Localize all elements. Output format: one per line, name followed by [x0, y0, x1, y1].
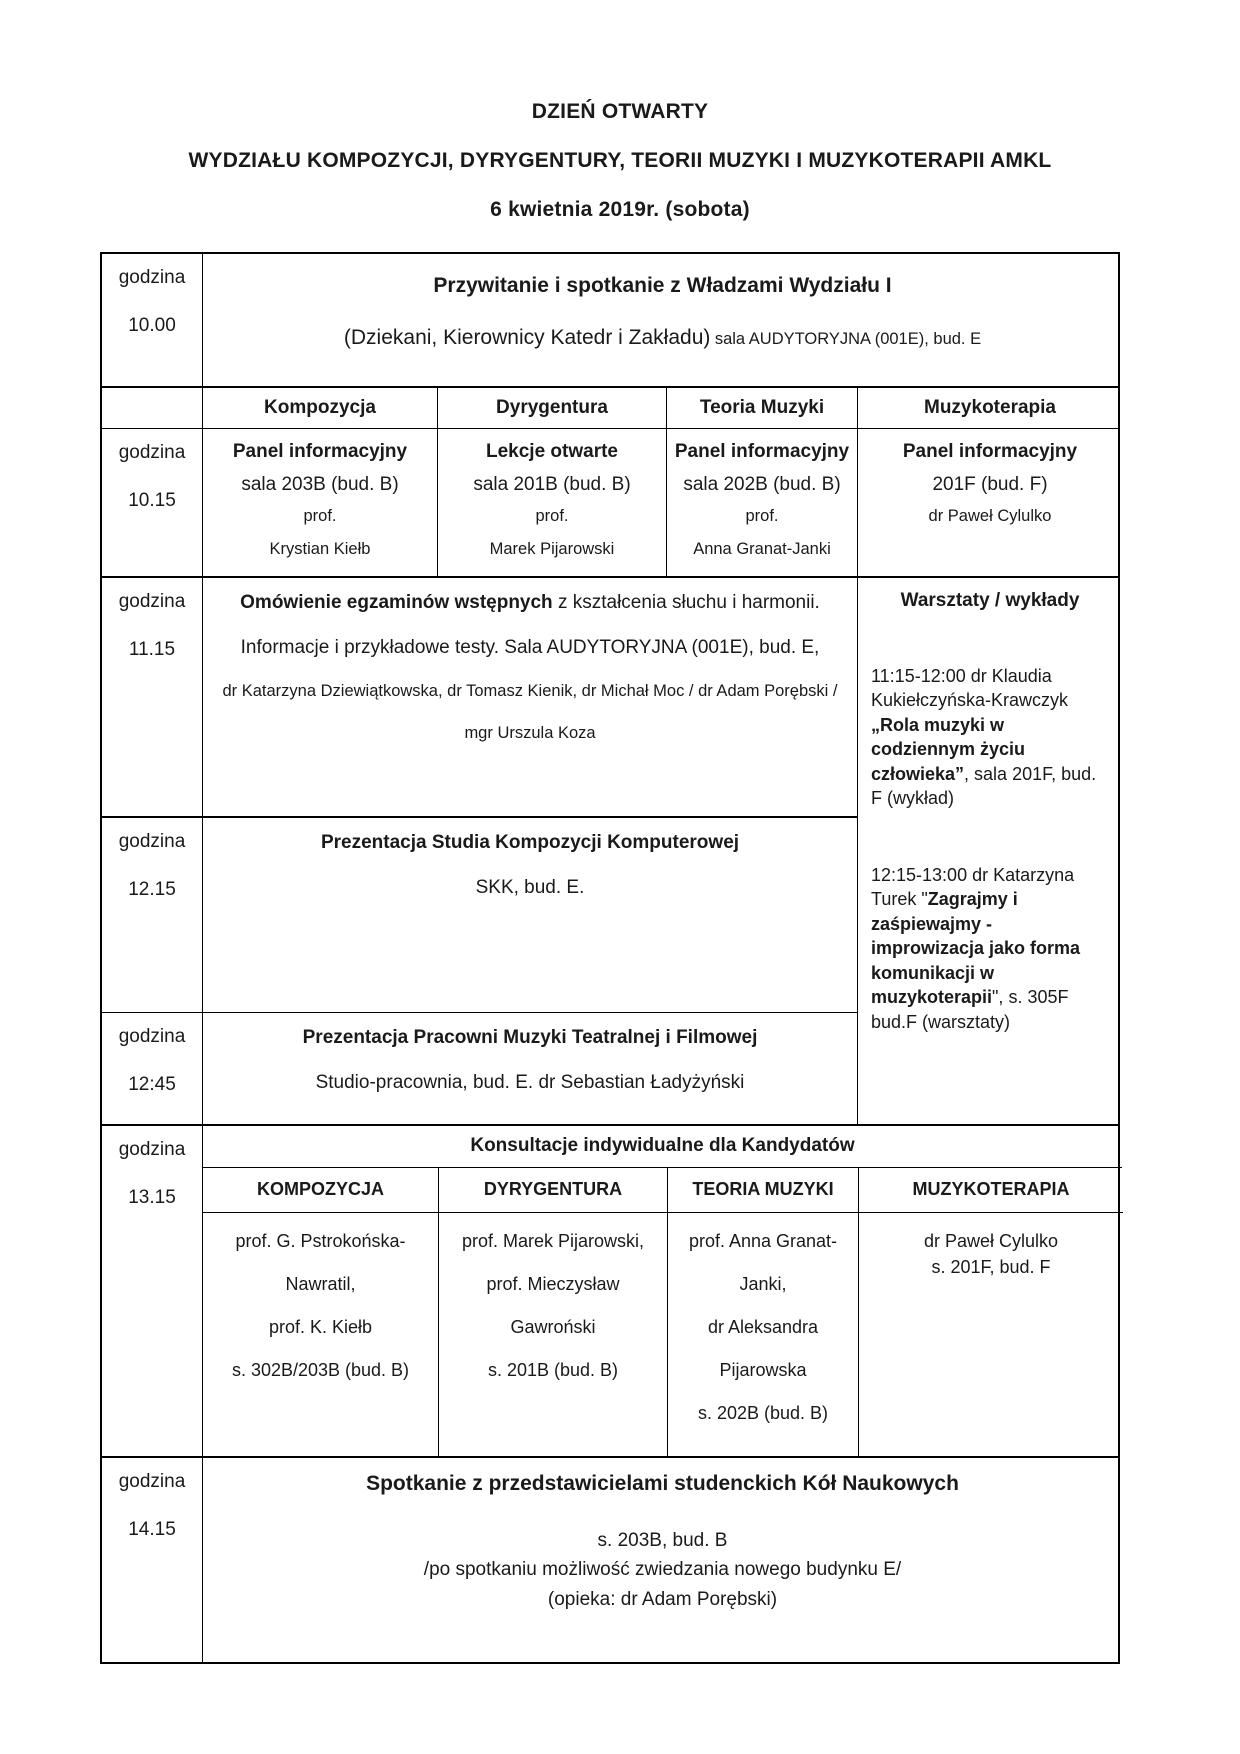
consult-line: prof. K. Kiełb	[268, 1317, 373, 1337]
consult-room: s. 202B (bud. B)	[697, 1403, 829, 1423]
time-label: godzina	[118, 267, 186, 288]
time-value: 12.15	[128, 879, 176, 900]
consult-room: s. 302B/203B (bud. B)	[231, 1360, 410, 1380]
event-skk	[202, 818, 857, 1012]
event-title-bold: Omówienie egzaminów wstępnych	[240, 592, 553, 613]
time-label: godzina	[118, 1026, 186, 1047]
consult-line: dr Aleksandra	[707, 1317, 819, 1337]
doc-date: 6 kwietnia 2019r. (sobota)	[490, 198, 750, 221]
consultations-title: Konsultacje indywidualne dla Kandydatów	[470, 1135, 855, 1156]
consult-line: prof. G. Pstrokońska-	[235, 1231, 406, 1251]
time-cell-10-00	[102, 254, 202, 386]
workshop-2-room: ", s. 305F bud.F (warsztaty)	[871, 987, 1069, 1032]
consult-header-teoria: TEORIA MUZYKI	[668, 1168, 858, 1213]
row-10-00	[102, 254, 1118, 386]
header-empty	[102, 388, 202, 428]
time-value: 12:45	[128, 1074, 176, 1095]
event-muzykoterapia-panel	[857, 429, 1122, 576]
consult-line: Gawroński	[510, 1317, 596, 1337]
time-label: godzina	[118, 1471, 186, 1492]
event-note: /po spotkaniu możliwość zwiedzania nowego budynku E/	[423, 1559, 902, 1581]
workshop-item-1	[871, 664, 1109, 811]
event-dyrygentura-lekcje	[437, 429, 666, 576]
event-title: Spotkanie z przedstawicielami studenckich Kół Naukowych	[366, 1472, 959, 1495]
event-room: SKK, bud. E.	[475, 877, 585, 898]
row-12-45	[102, 1012, 857, 1124]
event-title: Prezentacja Pracowni Muzyki Teatralnej i Filmowej	[302, 1027, 758, 1048]
event-title: Panel informacyjny	[232, 441, 408, 462]
consult-kompozycja	[203, 1168, 438, 1456]
consult-line: prof. Anna Granat-	[688, 1231, 838, 1251]
doc-title: DZIEŃ OTWARTY	[531, 100, 709, 123]
consult-header-muzykoterapia: MUZYKOTERAPIA	[859, 1168, 1123, 1213]
consult-line: Pijarowska	[719, 1360, 807, 1380]
event-title: Panel informacyjny	[902, 441, 1078, 462]
event-pracownia	[202, 1013, 857, 1124]
event-host-name: Marek Pijarowski	[489, 540, 615, 558]
workshop-2-topic: Zagrajmy i zaśpiewajmy - improwizacja jako forma komunikacji w muzykoterapii	[871, 889, 1081, 1008]
workshop-1-topic: „Rola muzyki w codziennym życiu człowieka”	[871, 714, 1026, 784]
time-label: godzina	[118, 1139, 186, 1160]
time-cell-10-15	[102, 429, 202, 576]
event-title-rest: z kształcenia słuchu i harmonii.	[552, 592, 820, 613]
workshop-1-time-host: 11:15-12:00 dr Klaudia Kukiełczyńska-Krawczyk	[871, 666, 1069, 711]
time-cell-11-15	[102, 578, 202, 816]
event-host-title: prof.	[745, 507, 779, 525]
event-room: sala 201B (bud. B)	[473, 474, 631, 495]
event-title: Panel informacyjny	[674, 441, 850, 462]
header-teoria-muzyki: Teoria Muzyki	[666, 388, 857, 428]
consult-line: prof. Mieczysław	[486, 1274, 620, 1294]
consult-dyrygentura	[438, 1168, 667, 1456]
consult-muzykoterapia	[858, 1168, 1123, 1456]
event-egzaminy	[202, 578, 857, 816]
consult-room: s. 201B (bud. B)	[487, 1360, 619, 1380]
header-kompozycja: Kompozycja	[202, 388, 437, 428]
event-kola-naukowe	[202, 1458, 1122, 1662]
event-room: Studio-pracownia, bud. E. dr Sebastian Ładyżyński	[315, 1072, 745, 1093]
time-cell-13-15	[102, 1126, 202, 1456]
event-title: Prezentacja Studia Kompozycji Komputerowej	[320, 832, 740, 853]
consult-line: dr Paweł Cylulko	[923, 1231, 1059, 1251]
event-hosts-line: dr Katarzyna Dziewiątkowska, dr Tomasz Kienik, dr Michał Moc / dr Adam Porębski /	[222, 682, 838, 700]
event-host-name: Krystian Kiełb	[269, 540, 371, 558]
event-host-title: prof.	[535, 507, 569, 525]
document-header	[0, 0, 1240, 222]
time-cell-14-15	[102, 1458, 202, 1662]
consult-body	[439, 1213, 667, 1413]
header-muzykoterapia: Muzykoterapia	[857, 388, 1122, 428]
event-info-line: Informacje i przykładowe testy. Sala AUDYTORYJNA (001E), bud. E,	[240, 637, 820, 658]
time-value: 10.00	[128, 315, 176, 336]
event-caretaker: (opieka: dr Adam Porębski)	[547, 1588, 778, 1610]
event-room: sala 202B (bud. B)	[683, 474, 841, 495]
time-value: 14.15	[128, 1519, 176, 1540]
row-10-15	[102, 428, 1118, 576]
column-header-row	[102, 386, 1118, 428]
workshops-title: Warsztaty / wykłady	[900, 590, 1080, 611]
row-13-15	[102, 1124, 1118, 1456]
event-title: Przywitanie i spotkanie z Władzami Wydziału I	[433, 274, 892, 297]
consult-line: Janki,	[739, 1274, 787, 1294]
event-room: 201F (bud. F)	[932, 474, 1048, 495]
consult-body	[859, 1213, 1123, 1293]
consult-line: prof. Marek Pijarowski,	[461, 1231, 645, 1251]
event-host-title: prof.	[303, 507, 337, 525]
workshop-item-2	[871, 863, 1109, 1034]
time-cell-12-15	[102, 818, 202, 1012]
time-label: godzina	[118, 591, 186, 612]
time-label: godzina	[118, 442, 186, 463]
event-subtitle	[203, 326, 1122, 350]
doc-subtitle: WYDZIAŁU KOMPOZYCJI, DYRYGENTURY, TEORII MUZYKI I MUZYKOTERAPII AMKL	[188, 149, 1052, 172]
header-dyrygentura: Dyrygentura	[437, 388, 666, 428]
workshop-1-room: , sala 201F, bud. F (wykład)	[871, 763, 1097, 809]
consult-header-dyrygentura: DYRYGENTURA	[439, 1168, 667, 1213]
event-room: sala 203B (bud. B)	[241, 474, 399, 495]
consult-body	[668, 1213, 858, 1456]
workshops-column	[857, 578, 1122, 1124]
event-teoria-panel	[666, 429, 857, 576]
time-value: 10.15	[128, 490, 176, 511]
event-host-name: dr Paweł Cylulko	[928, 507, 1052, 525]
event-welcome	[202, 254, 1122, 386]
time-label: godzina	[118, 831, 186, 852]
event-title: Lekcje otwarte	[486, 441, 618, 462]
event-room: sala AUDYTORYJNA (001E), bud. E	[714, 330, 982, 348]
time-value: 13.15	[128, 1187, 176, 1208]
time-cell-12-45	[102, 1013, 202, 1124]
section-left	[102, 578, 857, 1124]
workshop-2-time-host: 12:15-13:00 dr Katarzyna Turek "	[871, 864, 1075, 910]
consult-body	[203, 1213, 438, 1413]
row-12-15	[102, 816, 857, 1012]
event-room: s. 203B, bud. B	[597, 1530, 728, 1551]
row-14-15	[102, 1456, 1118, 1662]
time-value: 11.15	[128, 639, 176, 660]
event-host-name: Anna Granat-Janki	[693, 540, 831, 558]
consultations-block	[202, 1126, 1122, 1456]
row-11-15	[102, 578, 857, 816]
consult-header-kompozycja: KOMPOZYCJA	[203, 1168, 438, 1213]
event-subtitle-main: (Dziekani, Kierownicy Katedr i Zakładu)	[343, 326, 711, 349]
consult-room: s. 201F, bud. F	[931, 1257, 1051, 1277]
event-title-line	[203, 592, 857, 614]
consult-line: Nawratil,	[285, 1274, 356, 1294]
event-host-extra: mgr Urszula Koza	[464, 724, 596, 742]
schedule-table	[100, 252, 1120, 1664]
consult-teoria	[667, 1168, 858, 1456]
consultations-columns	[203, 1167, 1122, 1456]
section-middle	[102, 576, 1118, 1124]
event-kompozycja-panel	[202, 429, 437, 576]
